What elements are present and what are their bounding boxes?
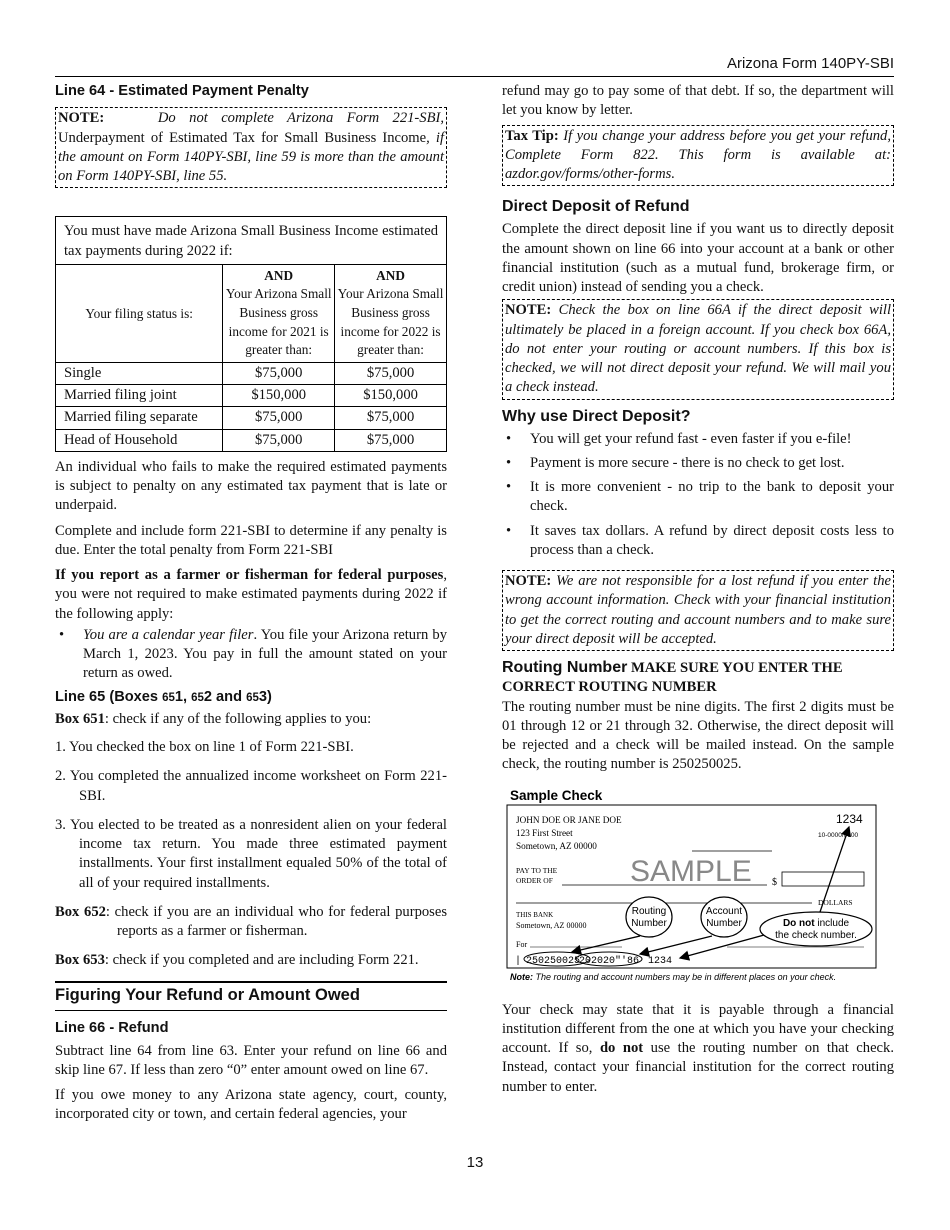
do-not-bold: Do not [782, 917, 815, 929]
line65-b1d: 1, [174, 688, 192, 705]
note2-text: Check the box on line 66A if the direct deposit will ultimately be placed in a foreign account. If you check box 66A, do not enter your routing or account numbers. If this box is checked, we will not direct deposit your refund. We will mail you a check instead. [505, 302, 891, 396]
check-note [510, 972, 836, 982]
direct-deposit-para: Complete the direct deposit line if you want us to directly deposit the amount shown on line 66 into your account at a bank or other financial institution (such as a mutual fund, brokerage firm, or credit union) instead of sending you a check. [502, 221, 894, 296]
list-item: 2. You completed the annualized income worksheet on Form 221-SBI. [55, 768, 447, 804]
farmer-rest: , you were not required to make estimated payments during 2022 if the following apply: [55, 567, 447, 622]
row-status: Head of Household [56, 429, 223, 451]
check-note-bold: Note: [510, 971, 533, 982]
para-farmer [55, 566, 447, 624]
para-continued: refund may go to pay some of that debt. If so, the department will let you know by letter. [502, 83, 894, 119]
box653-text: : check if you completed and are including Form 221. [104, 952, 419, 969]
section-heading: Figuring Your Refund or Amount Owed [55, 985, 360, 1004]
section-divider [55, 981, 447, 1012]
final-para [502, 1001, 894, 1097]
check-dollar-sign: $ [772, 876, 777, 888]
routing-caps: MAKE SURE YOU ENTER THE CORRECT ROUTING NUMBER [502, 660, 843, 696]
farmer-bullet-italic: You are a calendar year filer [83, 626, 254, 643]
micr-account: 202020"'86 [579, 955, 640, 967]
micr-check-number: 1234 [648, 955, 673, 967]
left-column [55, 82, 447, 1131]
list-item: • Payment is more secure - there is no check to get lost. [502, 454, 894, 473]
check-addr1: 123 First Street [516, 827, 573, 838]
farmer-bullet [55, 626, 447, 684]
box652-text: : check if you are an individual who for federal purposes reports as a farmer or fisherman. [105, 903, 447, 940]
row-2021: $75,000 [223, 362, 335, 384]
line65-heading [55, 688, 447, 707]
micr-symbol: | [515, 955, 522, 967]
note-text-b: Underpayment of Estimated Tax for Small Business Income [58, 129, 427, 146]
note-label: NOTE: [58, 110, 105, 127]
estimated-payment-table [55, 216, 447, 452]
list-item: 1. You checked the box on line 1 of Form 221-SBI. [55, 739, 354, 756]
box651-label: Box 651 [55, 710, 105, 727]
box652-label: Box 652 [55, 903, 106, 920]
check-bank1: THIS BANK [516, 910, 554, 919]
line65-b3d: 3) [258, 688, 272, 705]
farmer-bullet-rest: . You file your Arizona return by March 1, 2023. You pay in full the amount stated on your return as owed. [83, 626, 447, 682]
right-column [502, 82, 894, 1103]
note-lost-refund [502, 570, 894, 651]
row-2021: $150,000 [223, 385, 335, 407]
check-payto1: PAY TO THE [516, 865, 558, 875]
check-title: Sample Check [510, 787, 603, 803]
row-status: Married filing joint [56, 385, 223, 407]
tax-tip-label: Tax Tip: [505, 127, 559, 144]
note3-label: NOTE: [505, 573, 552, 590]
row-status: Single [56, 362, 223, 384]
routing-para: The routing number must be nine digits. The first 2 digits must be 01 through 12 or 21 through 32. Otherwise, the direct deposit will be rejected and a check will be mailed instead. On the sample check, the routing number is 250250025. [502, 698, 894, 773]
table-intro: You must have made Arizona Small Business Income estimated tax payments during 2022 if: [56, 217, 447, 265]
table-status-label: Your filing status is: [56, 264, 223, 362]
row-2021: $75,000 [223, 429, 335, 451]
para-line66b: If you owe money to any Arizona state agency, court, county, incorporated city or town, and certain federal agencies, your [55, 1087, 447, 1123]
do-not-rest: include [814, 917, 850, 929]
check-addr2: Sometown, AZ 00000 [516, 840, 597, 851]
farmer-bold: If you report as a farmer or fisherman for federal purposes [55, 567, 444, 584]
box653-label: Box 653 [55, 952, 105, 969]
check-dollars-label: DOLLARS [818, 897, 853, 907]
table-col-2022 [335, 264, 447, 362]
check-fraction: 10-0000/0000 [818, 831, 859, 839]
check-note-text: The routing and account numbers may be in different places on your check. [533, 971, 837, 982]
final-b: use the routing number on that check. Instead, contact your financial institution for the correct routing number to enter. [502, 1040, 894, 1095]
form-title: Arizona Form 140PY-SBI [726, 55, 894, 72]
note2-label: NOTE: [505, 302, 552, 319]
row-2022: $75,000 [335, 362, 447, 384]
routing-heading [502, 657, 894, 698]
line65-b2: 65 [191, 691, 204, 704]
list-item: • You will get your refund fast - even faster if you e-file! [502, 430, 894, 449]
routing-heading-text: Routing Number [502, 659, 628, 677]
form-header [55, 54, 894, 77]
row-2022: $150,000 [335, 385, 447, 407]
routing-bubble [626, 897, 672, 937]
list-item: • It is more convenient - no trip to the bank to deposit your check. [502, 478, 894, 517]
col-2021-and: AND [264, 267, 294, 283]
account-bubble [701, 897, 747, 937]
sample-check-figure [502, 787, 894, 987]
tax-tip-text: If you change your address before you get your refund, Complete Form 822. This form is available at: azdor.gov/forms/other-forms. [505, 127, 891, 182]
para-line66a: Subtract line 64 from line 63. Enter your refund on line 66 and skip line 67. If less than zero “0” enter amount owed on line 67. [55, 1042, 447, 1078]
do-not-include-line2: the check number. [775, 929, 857, 941]
note-foreign-account [502, 299, 894, 399]
sample-check-illustration [502, 787, 894, 987]
row-status: Married filing separate [56, 407, 223, 429]
line66-heading: Line 66 - Refund [55, 1020, 169, 1037]
section-title-wrap [55, 985, 447, 1012]
col-2022-and: AND [376, 267, 405, 283]
tax-tip [502, 125, 894, 187]
table-row [56, 385, 447, 407]
check-sample: SAMPLE [630, 854, 752, 888]
box651 [55, 710, 447, 729]
para-penalty: An individual who fails to make the required estimated payments is subject to penalty on any estimated tax payment that is late or underpaid. [55, 458, 447, 514]
routing-bubble-line2: Number [631, 917, 667, 929]
row-2021: $75,000 [223, 407, 335, 429]
why-direct-deposit-heading: Why use Direct Deposit? [502, 407, 691, 425]
check-number: 1234 [836, 811, 863, 826]
check-name: JOHN DOE OR JANE DOE [516, 814, 622, 825]
table-row [56, 362, 447, 384]
col-2021-text: Your Arizona Small Business gross income for 2021 is greater than: [225, 286, 332, 358]
row-2022: $75,000 [335, 429, 447, 451]
box653 [55, 951, 447, 970]
check-bank2: Sometown, AZ 00000 [516, 920, 587, 930]
para-complete: Complete and include form 221-SBI to determine if any penalty is due. Enter the total penalty from Form 221-SBI [55, 522, 447, 558]
check-for: For [516, 939, 528, 949]
do-not-include-line1 [783, 918, 850, 929]
note-form-221 [55, 107, 447, 188]
account-bubble-line1: Account [705, 905, 743, 917]
check-payto2: ORDER OF [516, 875, 553, 885]
micr-routing: 250250025 [526, 955, 581, 967]
list-item: • It saves tax dollars. A refund by direct deposit costs less to process than a check. [502, 522, 894, 561]
table-row [56, 407, 447, 429]
account-bubble-line2: Number [706, 917, 742, 929]
line65-b3: 65 [246, 691, 259, 704]
line64-heading: Line 64 - Estimated Payment Penalty [55, 83, 309, 99]
line65-heading-a: Line 65 (Boxes [55, 688, 163, 705]
routing-bubble-line1: Routing [631, 905, 667, 917]
note-text-a: Do not complete Arizona Form 221-SBI, [157, 110, 444, 127]
direct-deposit-heading: Direct Deposit of Refund [502, 198, 690, 216]
line65-b2d: 2 and [203, 688, 247, 705]
table-col-2021 [223, 264, 335, 362]
final-bold: do not [599, 1040, 644, 1057]
final-a: Your check may state that it is payable through a financial institution different from the one at which you have your checking account. If so, [502, 1001, 894, 1057]
box651-text: : check if any of the following applies to you: [104, 710, 372, 727]
note-text-c: , if the amount on Form 140PY-SBI, line 59 is more than the amount on Form 140PY-SBI, line 55. [58, 129, 445, 184]
note3-text: We are not responsible for a lost refund if you enter the wrong account information. Check with your financial institution to get the correct routing and account numbers and to make sure your direct deposit will be accepted. [505, 573, 892, 647]
box652 [55, 903, 447, 942]
table-row [56, 429, 447, 451]
line65-b1: 65 [162, 691, 175, 704]
page-number: 13 [466, 1154, 484, 1171]
row-2022: $75,000 [335, 407, 447, 429]
col-2022-text: Your Arizona Small Business gross income for 2022 is greater than: [337, 286, 444, 358]
list-item: 3. You elected to be treated as a nonresident alien on your federal income tax return. You made three estimated payment installments. Your first installment equaled 50% of the total of all of your required installments. [55, 816, 447, 891]
